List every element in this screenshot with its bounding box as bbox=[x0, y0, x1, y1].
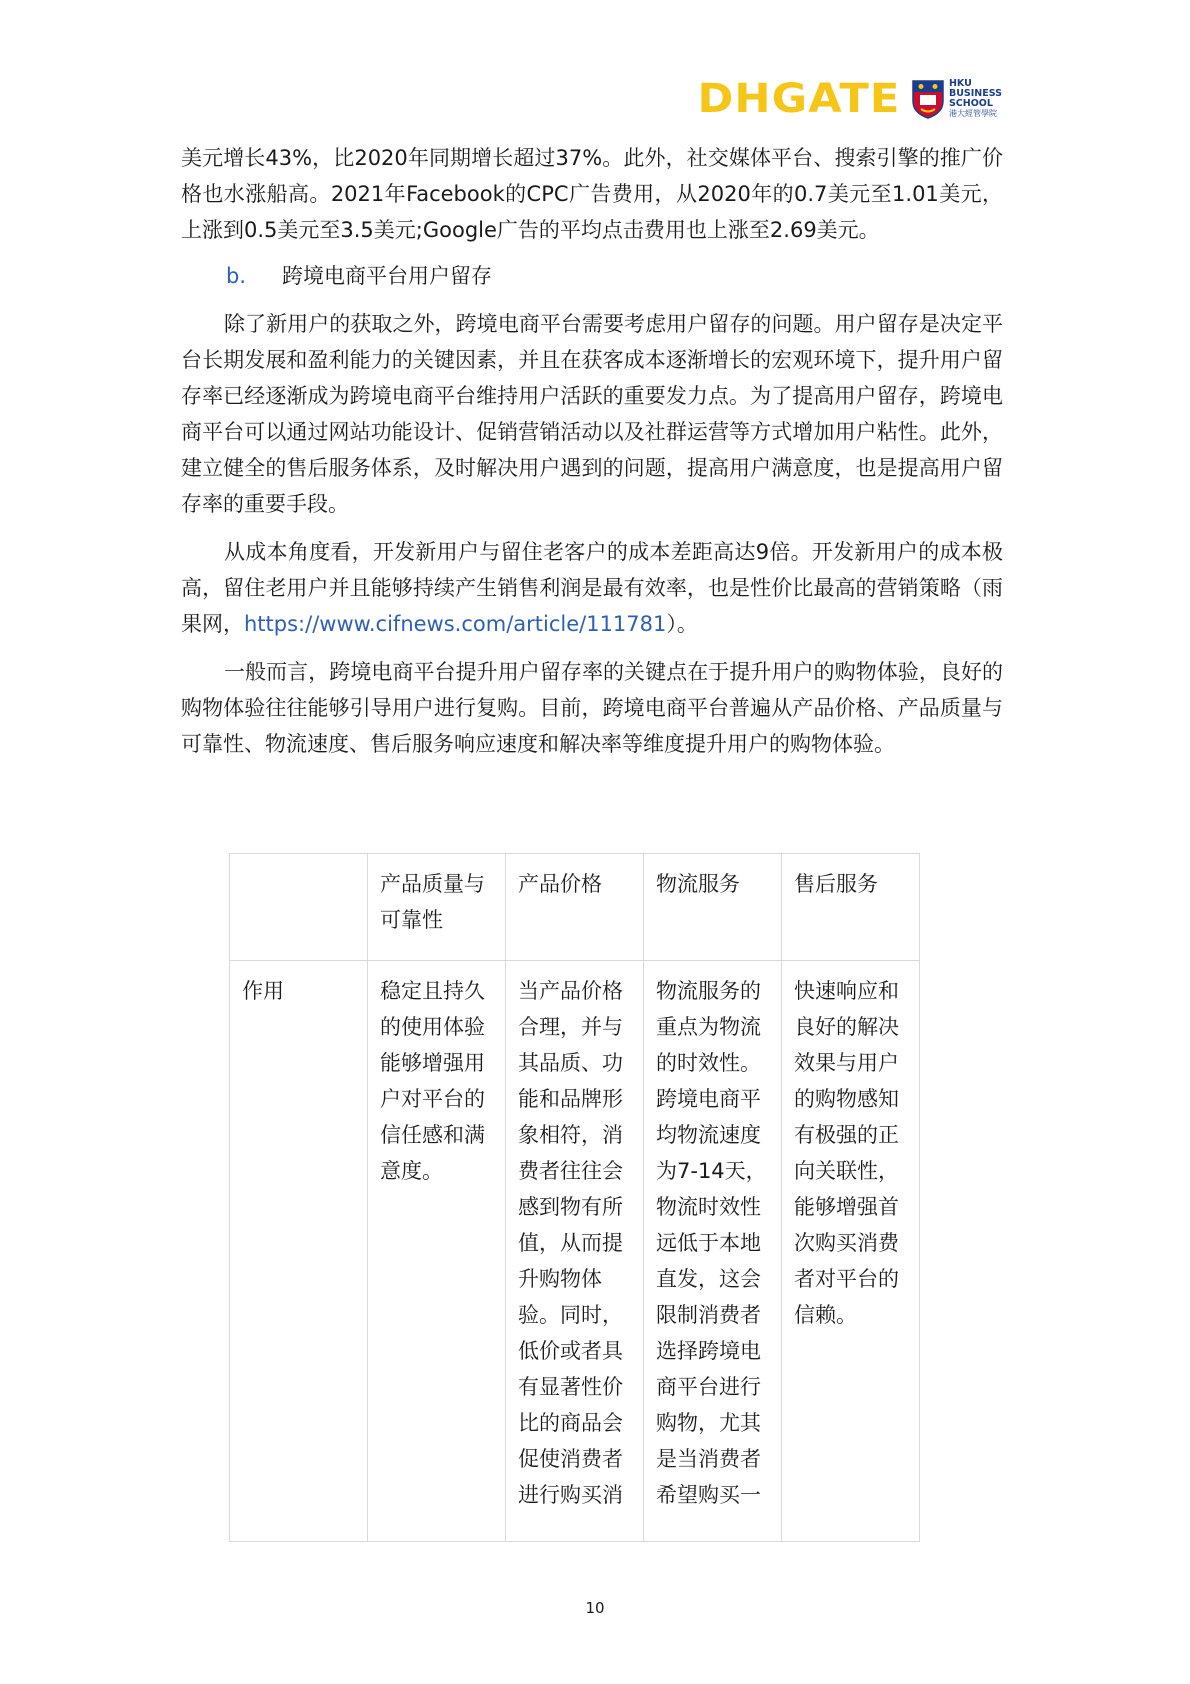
section-heading bbox=[226, 258, 1003, 294]
paragraph-cost-perspective bbox=[181, 534, 1003, 642]
table-header-cell: 物流服务 bbox=[644, 854, 782, 961]
document-body bbox=[181, 140, 1003, 762]
table-header-cell bbox=[230, 854, 368, 961]
dhgate-logo: DHGATE bbox=[697, 76, 901, 122]
section-letter: b. bbox=[226, 264, 247, 288]
table-cell-price: 当产品价格合理，并与其品质、功能和品牌形象相符，消费者往往会感到物有所值，从而提升购物体验。同时，低价或者具有显著性价比的商品会促使消费者进行购买消 bbox=[506, 961, 644, 1542]
section-title: 跨境电商平台用户留存 bbox=[282, 264, 492, 288]
table-header-row bbox=[230, 854, 920, 961]
dimensions-table bbox=[229, 853, 920, 1542]
hku-business-school-logo bbox=[911, 79, 1002, 119]
paragraph-cost-text: 从成本角度看，开发新用户与留住老客户的成本差距高达9倍。开发新用户的成本极高，留住老用户并且能够持续产生销售利润是最有效率，也是性价比最高的营销策略（雨果网， bbox=[181, 540, 1003, 636]
header-logos bbox=[697, 76, 1002, 122]
table-cell-quality: 稳定且持久的使用体验能够增强用户对平台的信任感和满意度。 bbox=[368, 961, 506, 1542]
table-row bbox=[230, 961, 920, 1542]
table-header-cell: 产品质量与可靠性 bbox=[368, 854, 506, 961]
table-cell-logistics: 物流服务的重点为物流的时效性。跨境电商平均物流速度为7-14天，物流时效性远低于本地直发，这会限制消费者选择跨境电商平台进行购物，尤其是当消费者希望购买一 bbox=[644, 961, 782, 1542]
paragraph-cost-end: ）。 bbox=[666, 612, 698, 636]
page-number: 10 bbox=[585, 1599, 605, 1617]
hku-shield-icon bbox=[911, 79, 945, 119]
cifnews-link[interactable]: https://www.cifnews.com/article/111781 bbox=[244, 612, 667, 636]
table-header-cell: 产品价格 bbox=[506, 854, 644, 961]
paragraph-ad-costs: 美元增长43%，比2020年同期增长超过37%。此外，社交媒体平台、搜索引擎的推广价格也水涨船高。2021年Facebook的CPC广告费用，从2020年的0.7美元至1.01美元，上涨到0.5美元至3.5美元;Google广告的平均点击费用也上涨至2.69美元。 bbox=[181, 146, 1003, 242]
table-cell-after-sales: 快速响应和良好的解决效果与用户的购物感知有极强的正向关联性，能够增强首次购买消费者对平台的信赖。 bbox=[782, 961, 920, 1542]
paragraph-shopping-experience: 一般而言，跨境电商平台提升用户留存率的关键点在于提升用户的购物体验，良好的购物体验往往能够引导用户进行复购。目前，跨境电商平台普遍从产品价格、产品质量与可靠性、物流速度、售后服务响应速度和解决率等维度提升用户的购物体验。 bbox=[181, 660, 1003, 756]
hku-logo-text: HKU BUSINESS SCHOOL 港大經管學院 bbox=[948, 78, 1002, 118]
table-header-cell: 售后服务 bbox=[782, 854, 920, 961]
table-row-label: 作用 bbox=[230, 961, 368, 1542]
paragraph-user-retention: 除了新用户的获取之外，跨境电商平台需要考虑用户留存的问题。用户留存是决定平台长期发展和盈利能力的关键因素，并且在获客成本逐渐增长的宏观环境下，提升用户留存率已经逐渐成为跨境电商平台维持用户活跃的重要发力点。为了提高用户留存，跨境电商平台可以通过网站功能设计、促销营销活动以及社群运营等方式增加用户粘性。此外，建立健全的售后服务体系，及时解决用户遇到的问题，提高用户满意度，也是提高用户留存率的重要手段。 bbox=[181, 312, 1003, 516]
